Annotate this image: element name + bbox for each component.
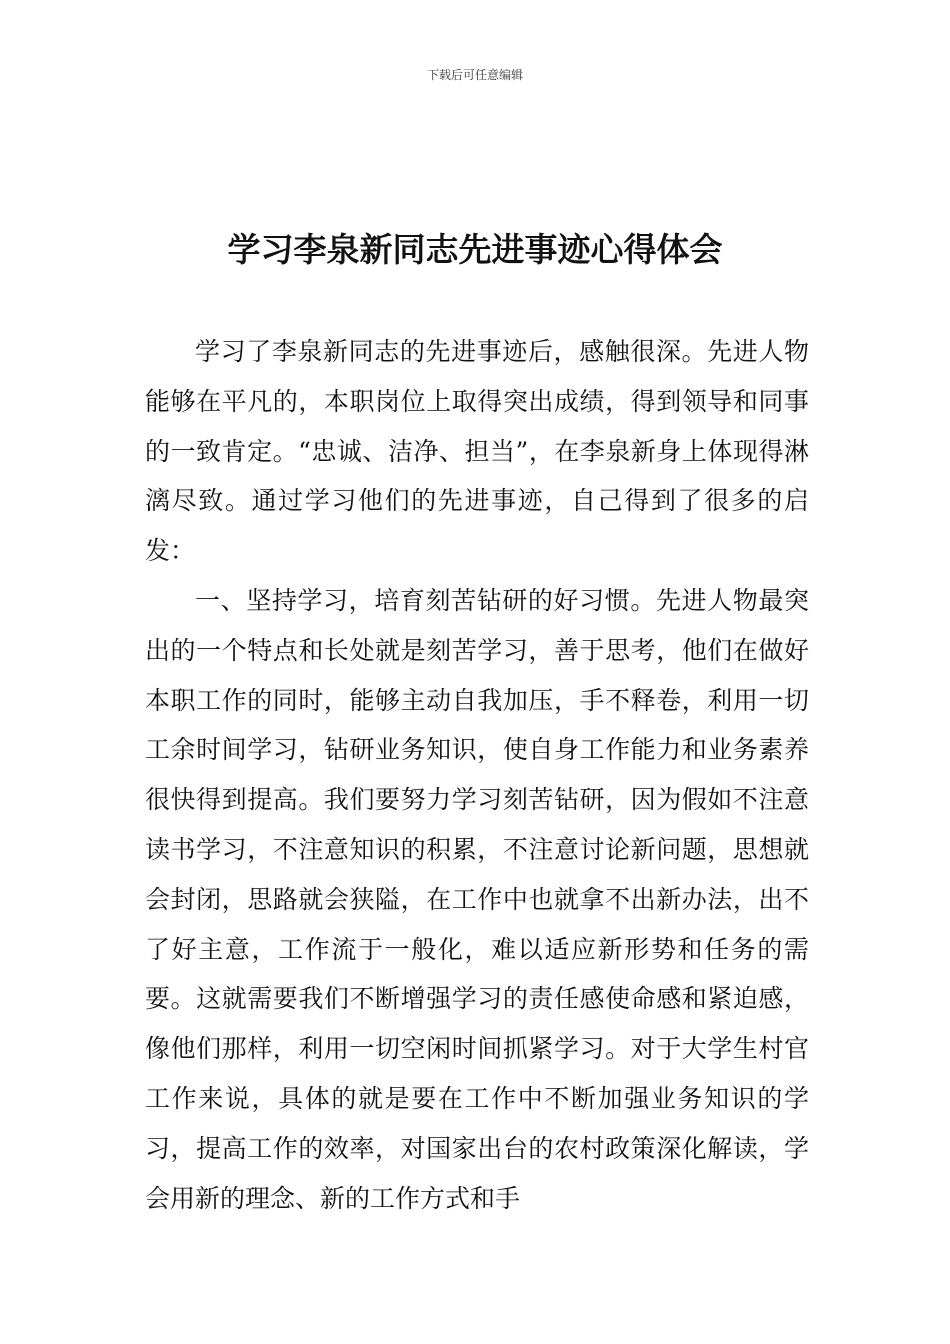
paragraph-point-one: 一、坚持学习，培育刻苦钻研的好习惯。先进人物最突出的一个特点和长处就是刻苦学习，善于思考，他们在做好本职工作的同时，能够主动自我加压，手不释卷，利用一切工余时间学习，钻研业务知识，使自身工作能力和业务素养很快得到提高。我们要努力学习刻苦钻研，因为假如不注意读书学习，不注意知识的积累，不注意讨论新问题，思想就会封闭，思路就会狭隘，在工作中也就拿不出新办法，出不了好主意，工作流于一般化，难以适应新形势和任务的需要。这就需要我们不断增强学习的责任感使命感和紧迫感，像他们那样，利用一切空闲时间抓紧学习。对于大学生村官工作来说，具体的就是要在工作中不断加强业务知识的学习，提高工作的效率，对国家出台的农村政策深化解读，学会用新的理念、新的工作方式和手 bbox=[145, 585, 809, 1213]
header-note: 下载后可任意编辑 bbox=[426, 68, 523, 82]
document-body bbox=[145, 327, 809, 1223]
document-title: 学习李泉新同志先进事迹心得体会 bbox=[227, 230, 723, 269]
paragraph-intro: 学习了李泉新同志的先进事迹后，感触很深。先进人物能够在平凡的，本职岗位上取得突出成绩，得到领导和同事的一致肯定。“忠诚、洁净、担当”，在李泉新身上体现得淋漓尽致。通过学习他们的先进事迹，自己得到了很多的启发： bbox=[145, 337, 809, 566]
